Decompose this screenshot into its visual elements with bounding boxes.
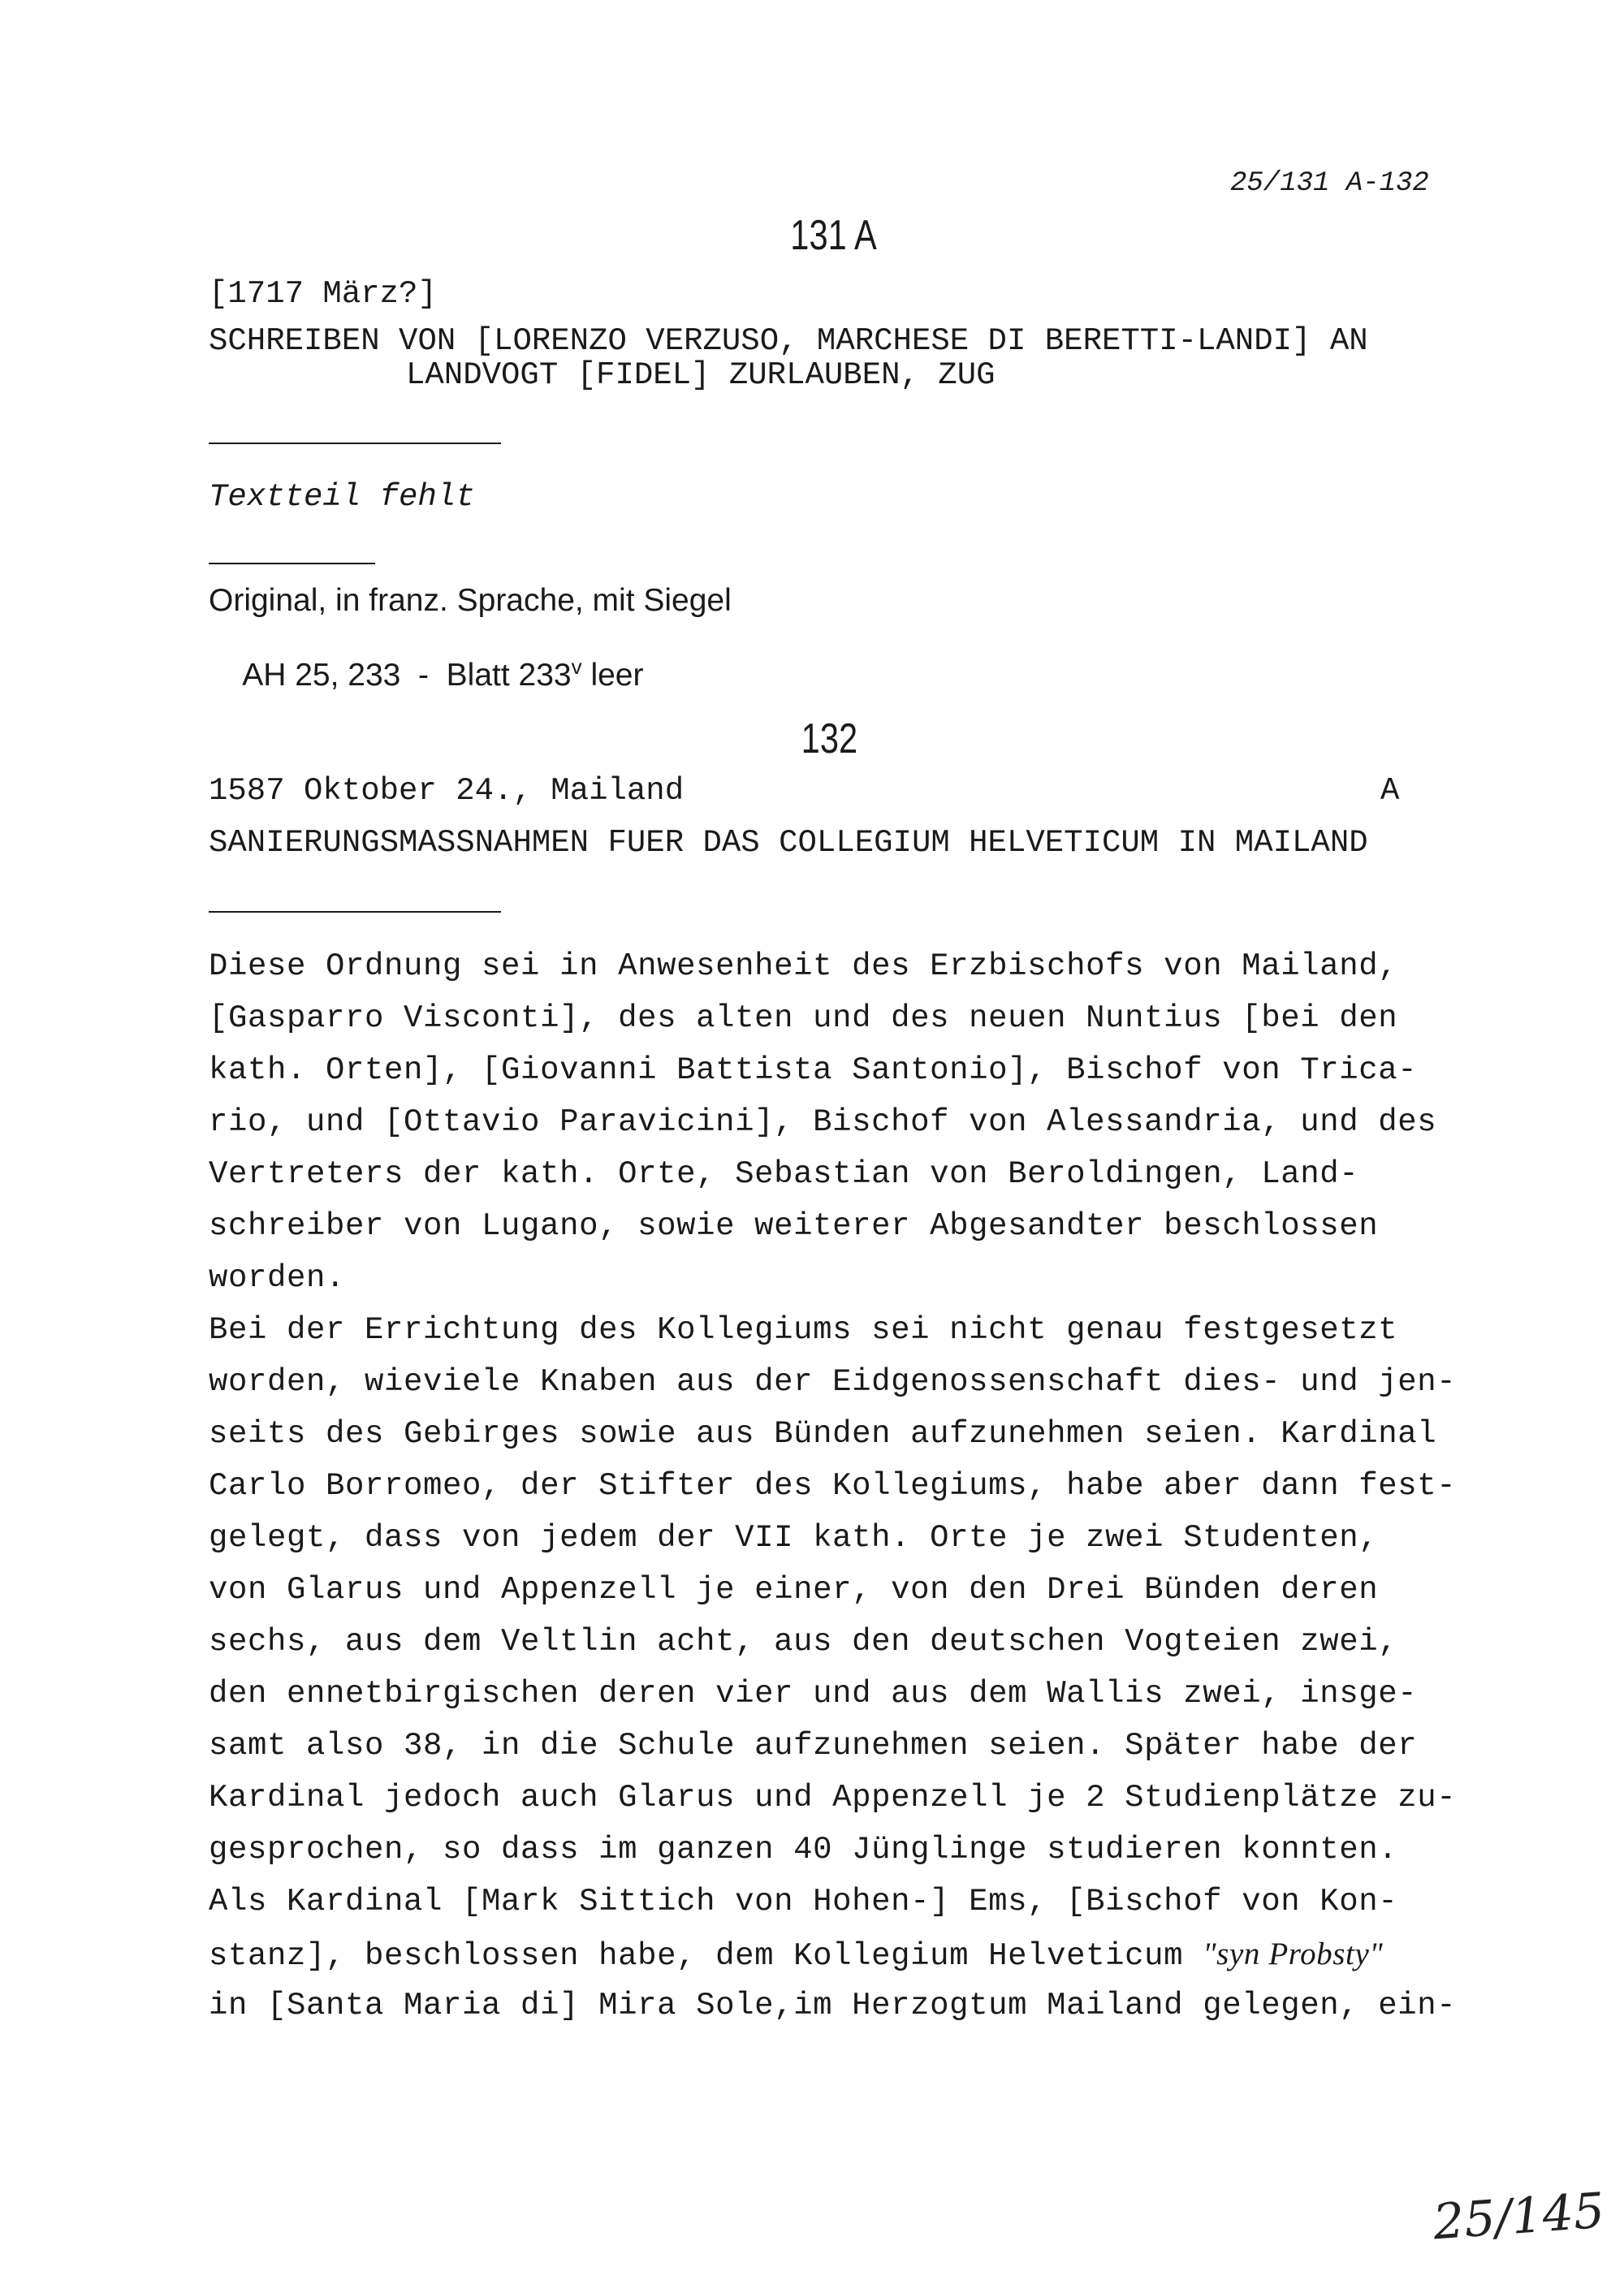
doc132-title: SANIERUNGSMASSNAHMEN FUER DAS COLLEGIUM HELVETICUM IN MAILAND [209,825,1368,861]
body-line: in [Santa Maria di] Mira Sole,im Herzogtum Mailand gelegen, ein- [209,1988,1457,2023]
doc131-source-line2 [209,619,643,729]
body-line: den ennetbirgischen deren vier und aus dem Wallis zwei, insge- [209,1676,1418,1712]
doc132-marker: A [1380,773,1400,809]
body-line: worden. [209,1260,346,1296]
body-line: schreiber von Lugano, sowie weiterer Abgesandter beschlossen [209,1208,1379,1244]
separator-rule [209,563,375,564]
verso-superscript: v [571,654,582,679]
document-number-132: 132 [801,715,858,762]
doc131-source-line1: Original, in franz. Sprache, mit Siegel [209,583,732,618]
body-line: seits des Gebirges sowie aus Bünden aufzunehmen seien. Kardinal [209,1416,1437,1452]
body-line: Als Kardinal [Mark Sittich von Hohen-] Ems, [Bischof von Kon- [209,1884,1398,1919]
doc131-title-line1: SCHREIBEN VON [LORENZO VERZUSO, MARCHESE DI BERETTI-LANDI] AN [209,323,1368,359]
body-line: gesprochen, so dass im ganzen 40 Jünglinge studieren konnten. [209,1832,1398,1868]
source-archive-ref: AH 25, 233 - Blatt 233 [242,658,572,693]
body-line [209,1936,1475,1974]
italic-quote: "syn Probsty" [1203,1937,1384,1971]
body-line: samt also 38, in die Schule aufzunehmen seien. Später habe der [209,1728,1418,1764]
doc131-note: Textteil fehlt [209,479,475,515]
document-number-131a: 131 A [790,212,877,259]
body-line: von Glarus und Appenzell je einer, von den Drei Bünden deren [209,1572,1379,1608]
separator-rule [209,443,501,444]
body-line: worden, wieviele Knaben aus der Eidgenossenschaft dies- und jen- [209,1364,1457,1400]
doc131-date: [1717 März?] [209,276,437,312]
body-line: [Gasparro Visconti], des alten und des neuen Nuntius [bei den [209,1000,1398,1036]
page-reference: 25/131 A-132 [1230,168,1429,199]
body-line: Vertreters der kath. Orte, Sebastian von Beroldingen, Land- [209,1156,1359,1192]
body-line: gelegt, dass von jedem der VII kath. Orte je zwei Studenten, [209,1520,1379,1556]
body-line: Bei der Errichtung des Kollegiums sei nicht genau festgesetzt [209,1312,1398,1348]
body-line: rio, und [Ottavio Paravicini], Bischof von Alessandria, und des [209,1104,1437,1140]
doc132-date: 1587 Oktober 24., Mailand [209,773,685,809]
body-line-text: stanz], beschlossen habe, dem Kollegium Helveticum [209,1938,1203,1974]
body-line: Carlo Borromeo, der Stifter des Kollegiums, habe aber dann fest- [209,1468,1457,1504]
body-line: Kardinal jedoch auch Glarus und Appenzell je 2 Studienplätze zu- [209,1780,1457,1816]
body-line: sechs, aus dem Veltlin acht, aus den deutschen Vogteien zwei, [209,1624,1398,1660]
source-blank-note: leer [581,658,644,693]
handwritten-page-mark: 25/145 [1431,2182,1607,2252]
separator-rule [209,911,501,913]
body-line: Diese Ordnung sei in Anwesenheit des Erzbischofs von Mailand, [209,948,1398,984]
doc131-title-line2: LANDVOGT [FIDEL] ZURLAUBEN, ZUG [406,357,996,393]
body-line: kath. Orten], [Giovanni Battista Santonio], Bischof von Trica- [209,1052,1418,1088]
